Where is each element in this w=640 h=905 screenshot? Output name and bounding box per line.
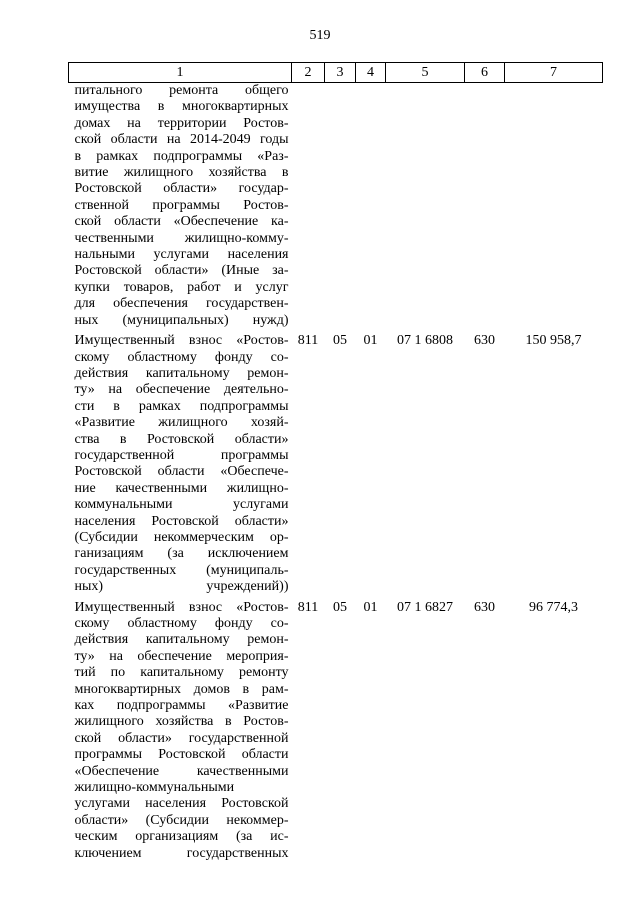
description-cell (69, 600, 292, 863)
subsection-code-cell: 01 (363, 599, 378, 615)
section-code-cell (325, 83, 356, 330)
description-line: населения Ростовской области» (74, 513, 289, 529)
target-article-cell: 07 1 6827 (397, 599, 453, 615)
description-line: в рамках подпрограммы «Раз- (74, 148, 289, 164)
description-line: государственных (муниципаль- (74, 562, 289, 578)
description-line: имущества в многоквартирных (74, 99, 289, 115)
description-line: питального ремонта общего (74, 83, 289, 98)
description-line: действия капитальному ремон- (74, 632, 289, 648)
description-line: ту» на обеспечение деятельно- (74, 382, 289, 398)
description-line: для обеспечения государствен- (74, 296, 289, 312)
expense-type-cell: 630 (474, 333, 495, 349)
description-line: государственной программы (74, 447, 289, 463)
description-line: Имущественный взнос «Ростов- (74, 599, 289, 615)
description-line: области» (Субсидии некоммер- (74, 812, 289, 828)
description-line: ту» на обеспечение мероприя- (74, 648, 289, 664)
description-line: скому областному фонду со- (74, 616, 289, 631)
table-body (69, 83, 603, 863)
description-line: жилищного хозяйства в Ростов- (74, 714, 289, 730)
description-line: витие жилищного хозяйства в (74, 165, 289, 181)
page-number: 519 (309, 28, 331, 43)
table-row (69, 333, 603, 596)
description-line: ние качественными жилищно- (74, 480, 289, 496)
column-header: 1 (69, 63, 292, 83)
column-header: 7 (505, 63, 603, 83)
description-line: скому областному фонду со- (74, 349, 289, 365)
description-line: ственной программы Ростов- (74, 197, 289, 213)
description-line: ганизациям (за исключением (74, 546, 289, 562)
amount-cell: 150 958,7 (525, 333, 582, 349)
description-line: программы Ростовской области (74, 747, 289, 763)
target-article-cell (386, 83, 465, 330)
budget-table (68, 62, 603, 862)
subsection-code-cell: 01 (363, 333, 378, 349)
description-line: «Развитие жилищного хозяй- (74, 415, 289, 431)
description-line: ства в Ростовской области» (74, 431, 289, 447)
description-line: многоквартирных домов в рам- (74, 681, 289, 697)
description-line: Ростовской области «Обеспече- (74, 464, 289, 480)
description-line: ключением государственных (74, 845, 289, 861)
column-header: 4 (356, 63, 386, 83)
column-header: 3 (325, 63, 356, 83)
description-line: жилищно-коммунальными (74, 780, 235, 796)
description-cell (69, 333, 292, 596)
description-line: тий по капитальному ремонту (74, 665, 289, 681)
expense-type-cell: 630 (474, 599, 495, 615)
table-row (69, 600, 603, 863)
column-header: 5 (386, 63, 465, 83)
admin-code-cell: 811 (297, 333, 319, 349)
section-code-cell: 05 (333, 599, 347, 615)
description-line: услугами населения Ростовской (74, 796, 289, 812)
table-header-row (69, 63, 603, 83)
description-line: ской области на 2014-2049 годы (74, 132, 289, 148)
amount-cell: 96 774,3 (529, 599, 578, 615)
description-line: нальными услугами населения (74, 247, 289, 263)
description-line: (Субсидии некоммерческим ор- (74, 529, 289, 545)
description-line: ческим организациям (за ис- (74, 829, 289, 845)
amount-cell (505, 83, 603, 330)
description-line: ской области «Обеспечение ка- (74, 214, 289, 230)
section-code-cell: 05 (333, 333, 347, 349)
description-line: чественными жилищно-комму- (74, 230, 289, 246)
description-line: купки товаров, работ и услуг (74, 279, 289, 295)
description-line: действия капитальному ремон- (74, 365, 289, 381)
column-header: 2 (292, 63, 325, 83)
description-line: ской области» государственной (74, 730, 289, 746)
target-article-cell: 07 1 6808 (397, 333, 453, 349)
description-cell (69, 83, 292, 330)
description-line: коммунальными услугами (74, 497, 289, 513)
column-header: 6 (465, 63, 505, 83)
admin-code-cell (292, 83, 325, 330)
description-line: Ростовской области» (Иные за- (74, 263, 289, 279)
description-line: Ростовской области» государ- (74, 181, 289, 197)
expense-type-cell (465, 83, 505, 330)
subsection-code-cell (356, 83, 386, 330)
description-line: ках подпрограммы «Развитие (74, 698, 289, 714)
description-line: ных) учреждений)) (74, 579, 289, 595)
admin-code-cell: 811 (297, 599, 319, 615)
description-line: «Обеспечение качественными (74, 763, 289, 779)
description-line: домах на территории Ростов- (74, 115, 289, 131)
description-line: ных (муниципальных) нужд) (74, 312, 289, 328)
description-line: сти в рамках подпрограммы (74, 398, 289, 414)
table-row (69, 83, 603, 330)
description-line: Имущественный взнос «Ростов- (74, 333, 289, 349)
